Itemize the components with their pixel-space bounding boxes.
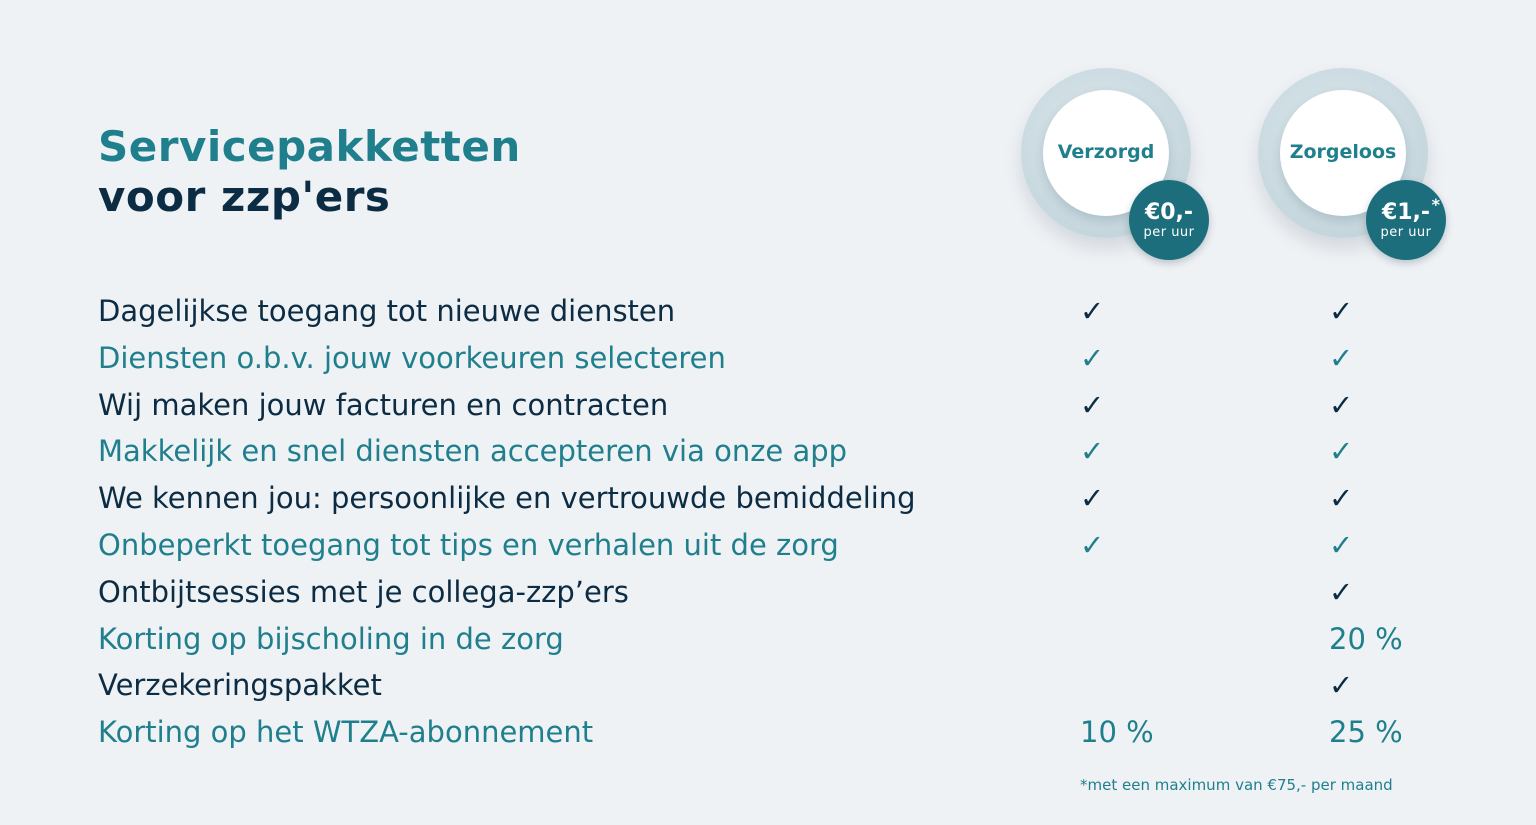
feature-row [0, 428, 1536, 475]
feature-label: Diensten o.b.v. jouw voorkeuren selecteren [98, 340, 726, 375]
zorgeloos-value: ✓ [1329, 387, 1354, 422]
verzorgd-value: ✓ [1080, 434, 1105, 469]
price-unit-zorgeloos: per uur [1380, 224, 1432, 240]
package-verzorgd [1021, 68, 1195, 240]
zorgeloos-value: ✓ [1329, 294, 1354, 328]
footnote: *met een maximum van €75,- per maand [1080, 776, 1393, 794]
feature-label: Verzekeringspakket [98, 668, 382, 703]
feature-row [0, 709, 1536, 756]
feature-label: Makkelijk en snel diensten accepteren via onze app [98, 434, 848, 469]
feature-row [0, 662, 1536, 709]
feature-row [0, 616, 1536, 663]
feature-row [0, 475, 1536, 522]
verzorgd-value: ✓ [1080, 340, 1105, 375]
verzorgd-value: ✓ [1080, 527, 1105, 562]
price-asterisk: * [1431, 194, 1441, 214]
zorgeloos-value: ✓ [1329, 527, 1354, 562]
zorgeloos-value: 20 % [1329, 621, 1403, 656]
verzorgd-value: 10 % [1080, 715, 1154, 750]
price-value: €0,- [1144, 199, 1194, 225]
feature-label: Wij maken jouw facturen en contracten [98, 387, 669, 422]
price-unit-verzorgd: per uur [1143, 224, 1195, 240]
feature-row [0, 522, 1536, 569]
page-title [98, 122, 521, 222]
price-badge-verzorgd [1129, 180, 1209, 260]
verzorgd-value: ✓ [1080, 294, 1105, 328]
feature-label: Dagelijkse toegang tot nieuwe diensten [98, 294, 676, 328]
feature-row [0, 335, 1536, 382]
package-name-zorgeloos: Zorgeloos [1289, 141, 1397, 163]
feature-label: Ontbijtsessies met je collega-zzp’ers [98, 574, 629, 609]
price-amount-verzorgd [1145, 201, 1193, 225]
zorgeloos-value: 25 % [1329, 715, 1403, 750]
verzorgd-value: ✓ [1080, 387, 1105, 422]
feature-label: Onbeperkt toegang tot tips en verhalen uit de zorg [98, 527, 839, 562]
feature-table [0, 288, 1536, 756]
verzorgd-value: ✓ [1080, 481, 1105, 516]
zorgeloos-value: ✓ [1329, 574, 1354, 609]
price-badge-zorgeloos [1366, 180, 1446, 260]
zorgeloos-value: ✓ [1329, 481, 1354, 516]
feature-label: Korting op het WTZA-abonnement [98, 715, 594, 750]
feature-label: Korting op bijscholing in de zorg [98, 621, 564, 656]
price-value: €1,- [1381, 199, 1431, 225]
feature-label: We kennen jou: persoonlijke en vertrouwde bemiddeling [98, 481, 916, 516]
feature-row [0, 569, 1536, 616]
feature-row [0, 288, 1536, 335]
zorgeloos-value: ✓ [1329, 340, 1354, 375]
title-line-1: Servicepakketten [98, 122, 521, 171]
zorgeloos-value: ✓ [1329, 434, 1354, 469]
package-zorgeloos [1258, 68, 1441, 240]
price-amount-zorgeloos [1381, 194, 1441, 225]
title-line-2: voor zzp'ers [98, 172, 391, 221]
package-name-verzorgd: Verzorgd [1057, 141, 1155, 163]
feature-row [0, 382, 1536, 429]
zorgeloos-value: ✓ [1329, 668, 1354, 703]
